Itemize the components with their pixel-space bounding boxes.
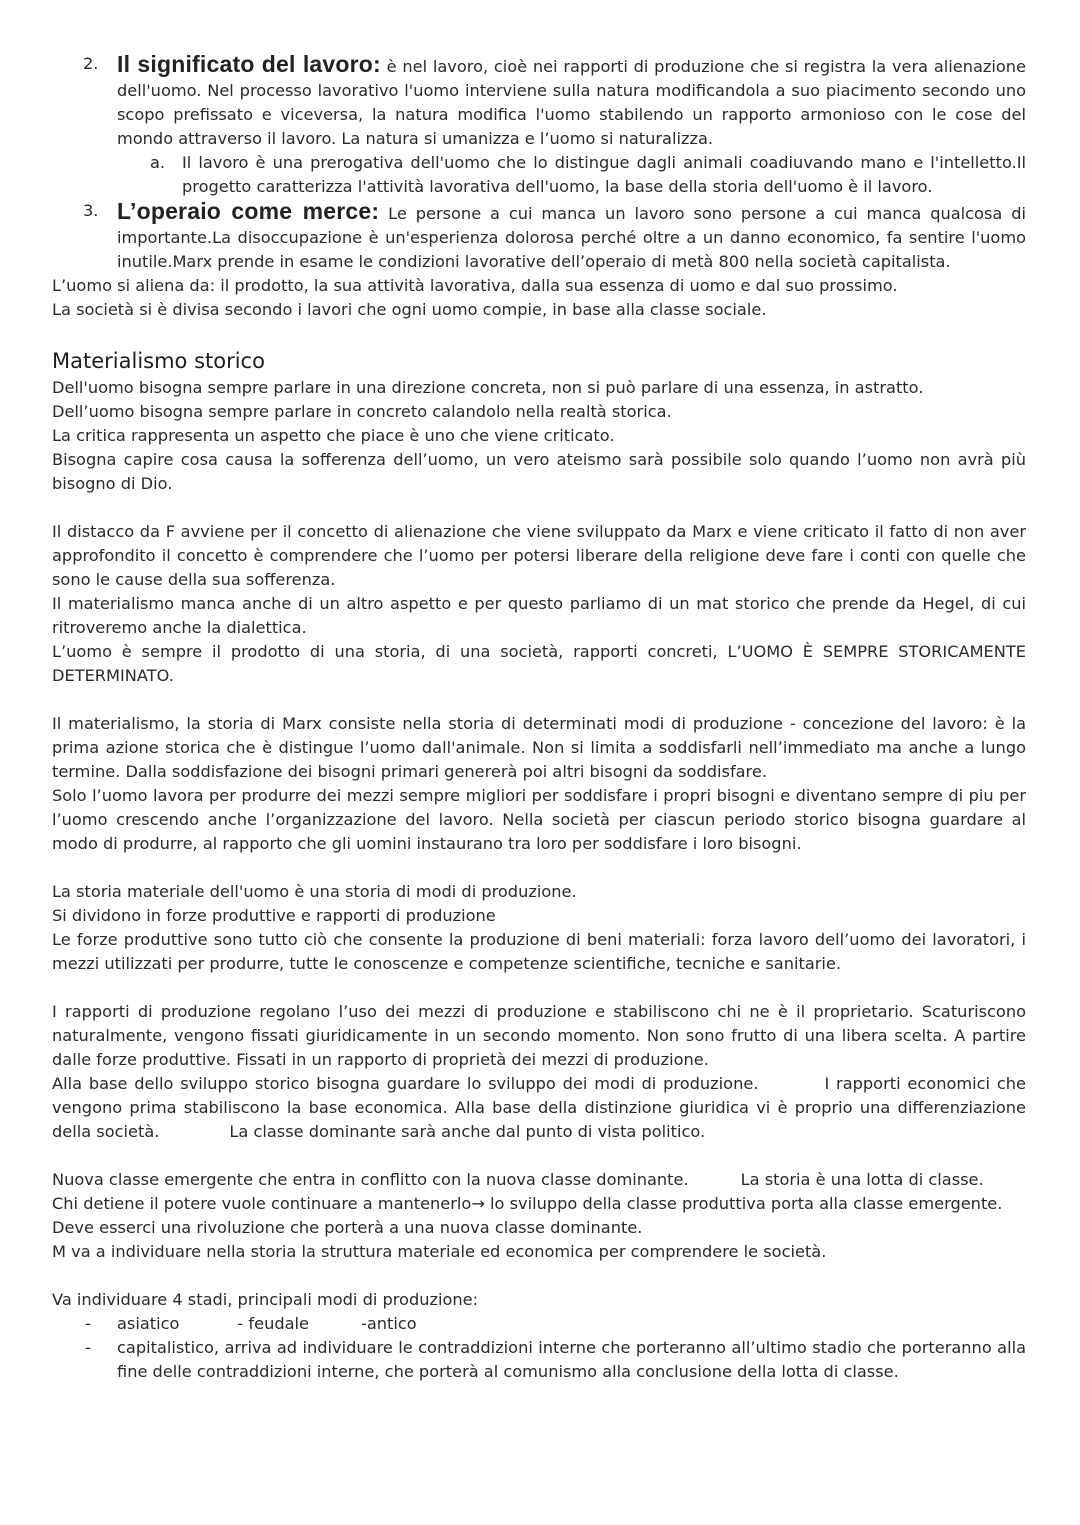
paragraph: La storia materiale dell'uomo è una storia di modi di produzione. bbox=[52, 882, 577, 901]
paragraph: Dell’uomo bisogna sempre parlare in concreto calandolo nella realtà storica. bbox=[52, 402, 672, 421]
paragraph: Le forze produttive sono tutto ciò che consente la produzione di beni materiali: forza lavoro dell’uomo dei lavoratori, i mezzi utilizzati per produrre, tutte le conoscenze e competenze scientifiche, tecniche e sanitarie. bbox=[52, 930, 1026, 973]
list-number: a. bbox=[150, 153, 166, 172]
paragraph: Il distacco da F avviene per il concetto di alienazione che viene sviluppato da Marx e viene criticato il fatto di non aver approfondito il concetto è comprendere che l’uomo per potersi liberare della religione deve fare i conti con quelle che sono le cause della sua sofferenza. bbox=[52, 522, 1026, 589]
paragraph: Deve esserci una rivoluzione che porterà a una nuova classe dominante. bbox=[52, 1218, 643, 1237]
paragraph: Bisogna capire cosa causa la sofferenza dell’uomo, un vero ateismo sarà possibile solo quando l’uomo non avrà più bisogno di Dio. bbox=[52, 450, 1026, 493]
list-item-2 bbox=[52, 52, 1026, 151]
list-text: è nel lavoro, cioè nei rapporti di produzione che si registra la vera alienazione dell'uomo. Nel processo lavorativo l'uomo interviene sulla natura modificandola a suo piacimento secondo uno scopo prefissato e viceversa, la natura modifica l'uomo stabilendo un rapporto armonioso con le cose del mondo attraverso il lavoro. La natura si umanizza e l’uomo si naturalizza. bbox=[117, 57, 1026, 148]
list-text: Le persone a cui manca un lavoro sono persone a cui manca qualcosa di importante.La disoccupazione è un'esperienza dolorosa perché oltre a un danno economico, fa sentire l'uomo inutile.Marx prende in esame le condizioni lavorative dell’operaio di metà 800 nella società capitalista. bbox=[117, 204, 1026, 271]
list-dash: - bbox=[85, 1314, 91, 1333]
sentence: La classe dominante sarà anche dal punto di vista politico. bbox=[229, 1122, 706, 1141]
list-number: 2. bbox=[83, 54, 99, 73]
paragraph bbox=[52, 1072, 1026, 1144]
sentence: I rapporti economici che vengono prima stabiliscono la base economica. Alla base della distinzione giuridica vi è proprio una differenziazione della società. bbox=[52, 1074, 1026, 1141]
list-text: Il lavoro è una prerogativa dell'uomo che lo distingue dagli animali coadiuvando mano e l'intelletto.Il progetto caratterizza l'attività lavorativa dell'uomo, la base della storia dell'uomo è il lavoro. bbox=[182, 153, 1026, 196]
paragraph: L’uomo si aliena da: il prodotto, la sua attività lavorativa, dalla sua essenza di uomo e dal suo prossimo. bbox=[52, 276, 898, 295]
sentence: Alla base dello sviluppo storico bisogna guardare lo sviluppo dei modi di produzione. bbox=[52, 1074, 759, 1093]
stage-antico: -antico bbox=[360, 1314, 417, 1333]
paragraph: M va a individuare nella storia la struttura materiale ed economica per comprendere le società. bbox=[52, 1242, 827, 1261]
sentence: La storia è una lotta di classe. bbox=[740, 1170, 984, 1189]
paragraph: La società si è divisa secondo i lavori che ogni uomo compie, in base alla classe sociale. bbox=[52, 300, 767, 319]
stage-list-item bbox=[52, 1312, 1026, 1336]
list-term: L’operaio come merce: bbox=[117, 198, 380, 224]
paragraph bbox=[52, 1168, 1026, 1192]
paragraph: Solo l’uomo lavora per produrre dei mezzi sempre migliori per soddisfare i propri bisogni e diventano sempre di piu per l’uomo crescendo anche l’organizzazione del lavoro. Nella società per ciascun periodo storico bisogna guardare al modo di produrre, al rapporto che gli uomini instaurano tra loro per soddisfare i loro bisogni. bbox=[52, 786, 1026, 853]
paragraph: L’uomo è sempre il prodotto di una storia, di una società, rapporti concreti, L’UOMO È SEMPRE STORICAMENTE DETERMINATO. bbox=[52, 642, 1026, 685]
list-dash: - bbox=[85, 1338, 91, 1357]
paragraph: Il materialismo, la storia di Marx consiste nella storia di determinati modi di produzione - concezione del lavoro: è la prima azione storica che è distingue l’uomo dall'animale. Non si limita a soddisfarli nell’immediato ma anche a lungo termine. Dalla soddisfazione dei bisogni primari genererà poi altri bisogni da soddisfare. bbox=[52, 714, 1026, 781]
list-subitem-a bbox=[52, 151, 1026, 199]
paragraph: I rapporti di produzione regolano l’uso dei mezzi di produzione e stabiliscono chi ne è il proprietario. Scaturiscono naturalmente, vengono fissati giuridicamente in un secondo momento. Non sono frutto di una libera scelta. A partire dalle forze produttive. Fissati in un rapporto di proprietà dei mezzi di produzione. bbox=[52, 1002, 1026, 1069]
stage-capitalistico: capitalistico, arriva ad individuare le contraddizioni interne che porteranno all’ultimo stadio che porteranno alla fine delle contraddizioni interne, che porterà al comunismo alla conclusione della lotta di classe. bbox=[117, 1338, 1026, 1381]
paragraph: Il materialismo manca anche di un altro aspetto e per questo parliamo di un mat storico che prende da Hegel, di cui ritroveremo anche la dialettica. bbox=[52, 594, 1026, 637]
document-page bbox=[52, 52, 1026, 1384]
stage-list-item bbox=[52, 1336, 1026, 1384]
stage-feudale: - feudale bbox=[237, 1314, 309, 1333]
list-number: 3. bbox=[83, 201, 99, 220]
paragraph: Dell'uomo bisogna sempre parlare in una direzione concreta, non si può parlare di una essenza, in astratto. bbox=[52, 378, 924, 397]
section-title: Materialismo storico bbox=[52, 349, 265, 373]
paragraph: Si dividono in forze produttive e rapporti di produzione bbox=[52, 906, 496, 925]
paragraph: Chi detiene il potere vuole continuare a mantenerlo→ lo sviluppo della classe produttiva porta alla classe emergente. bbox=[52, 1194, 1003, 1213]
paragraph: La critica rappresenta un aspetto che piace è uno che viene criticato. bbox=[52, 426, 615, 445]
stage-asiatico: asiatico bbox=[117, 1314, 180, 1333]
list-item-3 bbox=[52, 199, 1026, 274]
paragraph: Va individuare 4 stadi, principali modi di produzione: bbox=[52, 1290, 479, 1309]
list-term: Il significato del lavoro: bbox=[117, 51, 381, 77]
sentence: Nuova classe emergente che entra in conflitto con la nuova classe dominante. bbox=[52, 1170, 689, 1189]
